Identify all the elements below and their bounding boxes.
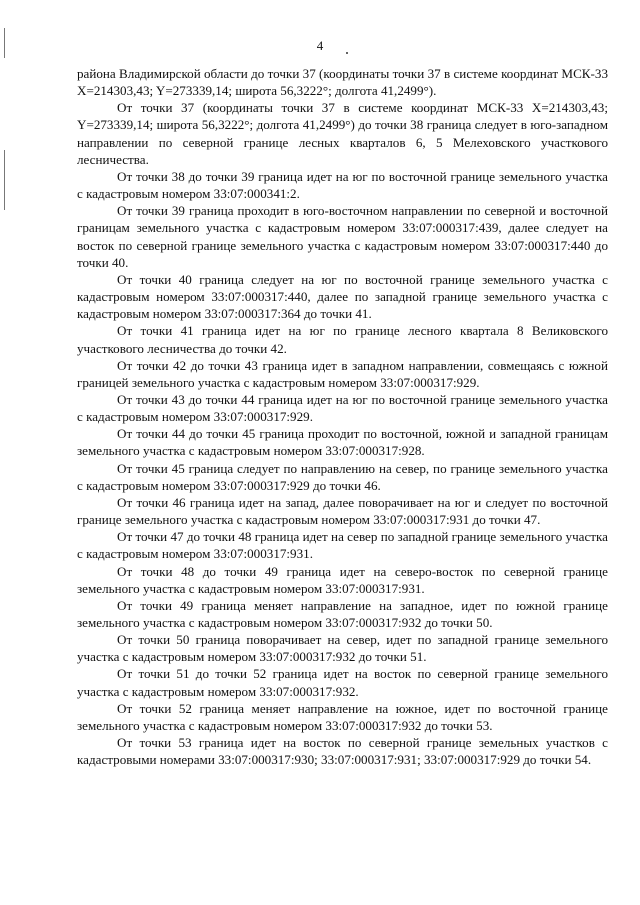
scan-edge-mark — [4, 150, 5, 210]
paragraph: От точки 49 граница меняет направление на западное, идет по южной границе земельного участка с кадастровым номером 33:07:000317:932 до точки 50. — [77, 597, 608, 630]
scan-dot — [346, 52, 348, 54]
paragraph: От точки 44 до точки 45 граница проходит по восточной, южной и западной границам земельного участка с кадастровым номером 33:07:000317:928. — [77, 426, 608, 459]
paragraph: От точки 40 граница следует на юг по восточной границе земельного участка с кадастровым номером 33:07:000317:440, далее по западной границе земельного участка с кадастровым номером 33:07:000317:364 до точки 41. — [77, 271, 608, 322]
paragraph: От точки 48 до точки 49 граница идет на северо-восток по северной границе земельного участка с кадастровым номером 33:07:000317:931. — [77, 563, 608, 596]
paragraph: От точки 38 до точки 39 граница идет на юг по восточной границе земельного участка с кадастровым номером 33:07:000341:2. — [77, 168, 608, 202]
paragraph: От точки 50 граница поворачивает на север, идет по западной границе земельного участка с кадастровым номером 33:07:000317:932 до точки 51. — [77, 632, 608, 665]
page-number: 4 — [316, 38, 324, 53]
paragraph: От точки 46 граница идет на запад, далее поворачивает на юг и следует по восточной границе земельного участка с кадастровым номером 33:07:000317:931 до точки 47. — [77, 494, 608, 528]
paragraph: От точки 51 до точки 52 граница идет на восток по северной границе земельного участка с кадастровым номером 33:07:000317:932. — [77, 666, 608, 699]
paragraph: От точки 42 до точки 43 граница идет в западном направлении, совмещаясь с южной границей земельного участка с кадастровым номером 33:07:000317:929. — [77, 357, 608, 390]
paragraph: От точки 47 до точки 48 граница идет на север по западной границе земельного участка с кадастровым номером 33:07:000317:931. — [77, 529, 608, 562]
paragraph: От точки 39 граница проходит в юго-восточном направлении по северной и восточной границам земельного участка с кадастровым номером 33:07:000317:439, далее следует на восток по северной границе земельного участка с кадастровым номером 33:07:000317:440 до точки 40. — [77, 203, 608, 270]
paragraph: От точки 45 граница следует по направлению на север, по границе земельного участка с кадастровым номером 33:07:000317:929 до точки 46. — [77, 460, 608, 493]
paragraph: района Владимирской области до точки 37 (координаты точки 37 в системе координат МСК-33 X=214303,43; Y=273339,14; широта 56,3222°; долгота 41,2499°). — [77, 66, 608, 99]
paragraph: От точки 53 граница идет на восток по северной границе земельных участков с кадастровыми номерами 33:07:000317:930; 33:07:000317:931; 33:07:000317:929 до точки 54. — [77, 735, 608, 768]
document-body — [77, 65, 608, 768]
paragraph: От точки 37 (координаты точки 37 в системе координат МСК-33 X=214303,43; Y=273339,14; широта 56,3222°; долгота 41,2499°) до точки 38 граница следует в юго-западном направлении по северной границе лесных кварталов 6, 5 Мелеховского участкового лесничества. — [77, 100, 608, 167]
paragraph: От точки 43 до точки 44 граница идет на юг по восточной границе земельного участка с кадастровым номером 33:07:000317:929. — [77, 391, 608, 425]
scan-edge-mark — [4, 28, 5, 58]
paragraph: От точки 52 граница меняет направление на южное, идет по восточной границе земельного участка с кадастровым номером 33:07:000317:932 до точки 53. — [77, 700, 608, 733]
paragraph: От точки 41 граница идет на юг по границе лесного квартала 8 Великовского участкового лесничества до точки 42. — [77, 323, 608, 356]
